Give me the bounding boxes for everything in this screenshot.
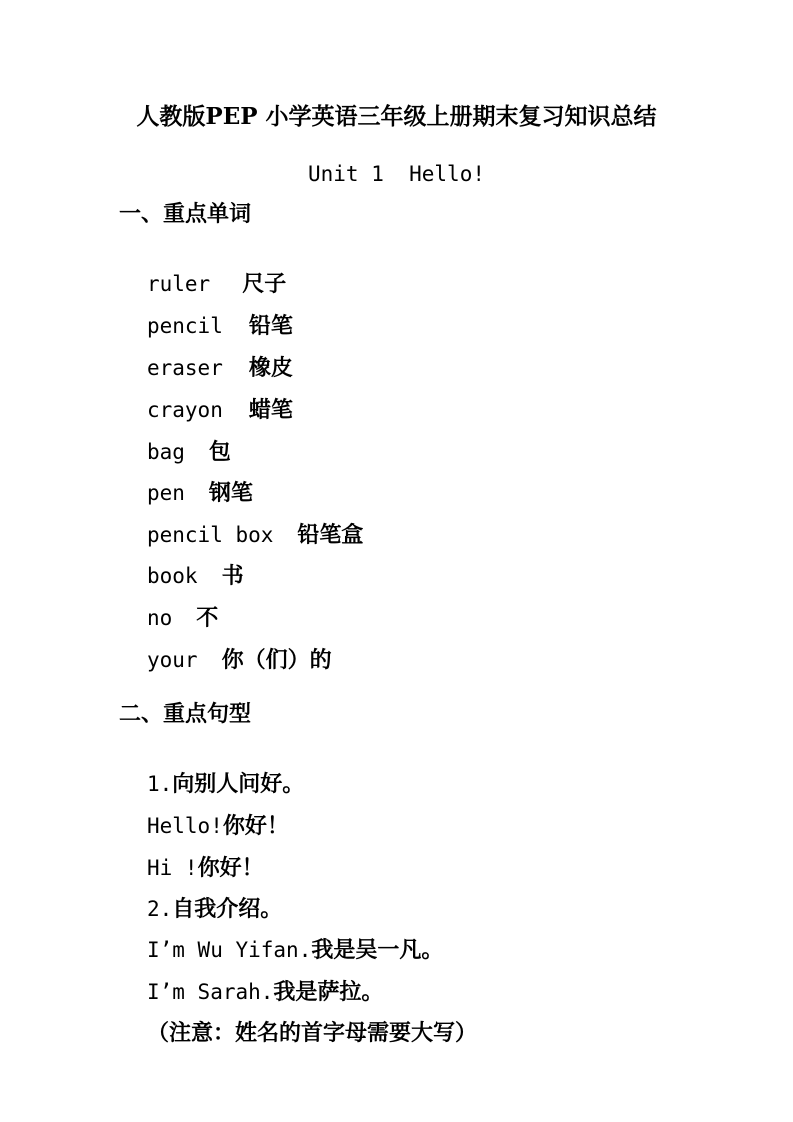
vocab-english: your xyxy=(146,648,198,672)
vocab-chinese: 书 xyxy=(221,563,244,589)
sentence-english: Hi ! xyxy=(146,856,198,880)
unit-heading: Unit 1 Hello! xyxy=(307,162,485,186)
vocab-chinese: 不 xyxy=(196,605,219,631)
vocab-english: pencil box xyxy=(146,523,274,547)
vocab-english: eraser xyxy=(146,356,223,380)
vocab-english: pen xyxy=(146,481,185,505)
vocab-english: no xyxy=(146,606,173,630)
sentence-english: Hello! xyxy=(146,814,223,838)
section-heading-vocabulary: 一、重点单词 xyxy=(119,201,252,227)
sentence-english: 1. xyxy=(146,772,173,796)
vocab-chinese: 你（们）的 xyxy=(221,647,332,673)
sentence-english: I’m Sarah. xyxy=(146,980,274,1004)
sentence-english: 2. xyxy=(146,897,173,921)
sentence-chinese: 你好！ xyxy=(222,813,289,839)
sentence-english: I’m Wu Yifan. xyxy=(146,938,312,962)
sentence-item xyxy=(119,991,477,1076)
sentence-chinese: 向别人问好。 xyxy=(172,771,305,797)
vocab-chinese: 包 xyxy=(208,439,231,465)
sentence-chinese: 你好！ xyxy=(197,855,264,881)
sentence-chinese: 自我介绍。 xyxy=(172,896,283,922)
vocab-english: ruler xyxy=(146,272,211,296)
vocab-chinese: 蜡笔 xyxy=(248,397,293,423)
vocab-chinese: 铅笔 xyxy=(248,313,293,339)
vocab-chinese: 尺子 xyxy=(242,271,287,297)
sentence-note: （注意：姓名的首字母需要大写） xyxy=(146,1020,477,1046)
sentence-chinese: 我是吴一凡。 xyxy=(311,937,444,963)
vocab-chinese: 铅笔盒 xyxy=(297,522,364,548)
vocab-english: pencil xyxy=(146,314,223,338)
vocab-english: bag xyxy=(146,440,185,464)
vocab-chinese: 钢笔 xyxy=(208,480,253,506)
vocab-english: book xyxy=(146,564,198,588)
section-heading-sentences: 二、重点句型 xyxy=(119,701,252,727)
vocab-english: crayon xyxy=(146,398,223,422)
document-title: 人教版PEP 小学英语三年级上册期末复习知识总结 xyxy=(136,103,657,130)
vocab-item xyxy=(119,618,332,703)
vocab-chinese: 橡皮 xyxy=(248,355,293,381)
sentence-chinese: 我是萨拉。 xyxy=(273,979,384,1005)
